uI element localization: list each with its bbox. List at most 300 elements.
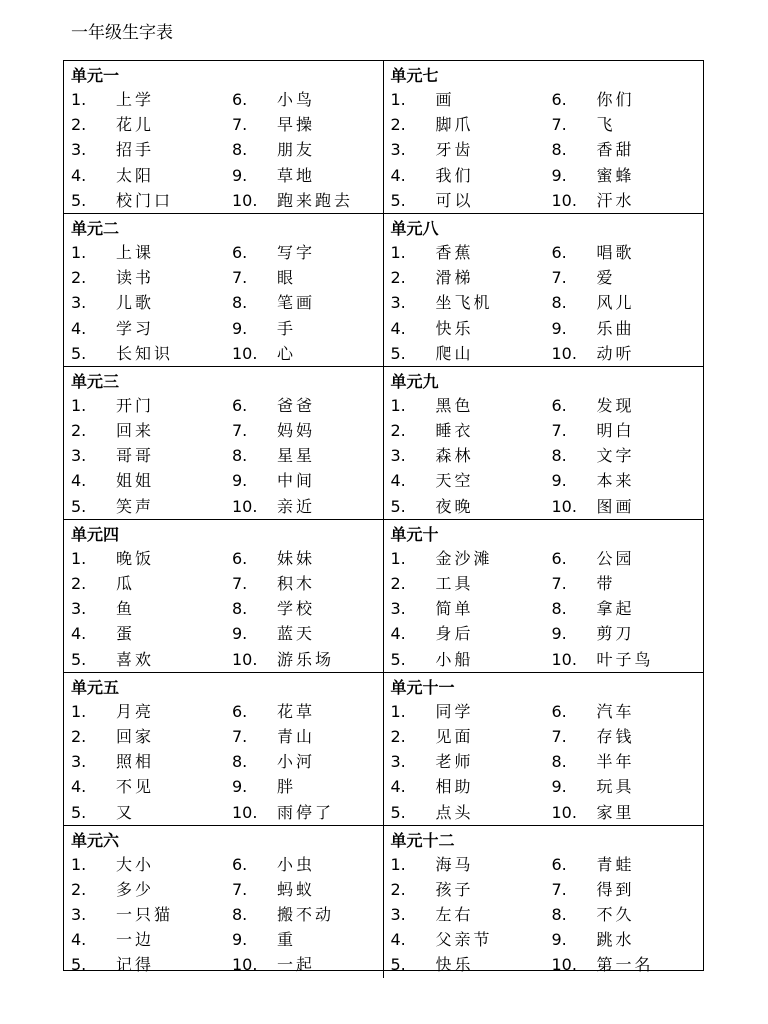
word-item — [391, 952, 552, 977]
word-item — [71, 596, 232, 621]
word-number: 4. — [71, 471, 87, 491]
word-number: 1. — [390, 242, 406, 262]
word-text: 重 — [277, 930, 297, 950]
word-number: 4. — [71, 165, 87, 185]
unit-title: 单元七 — [390, 66, 439, 85]
word-number: 9. — [551, 624, 567, 644]
word-number: 2. — [390, 726, 406, 746]
word-item — [232, 468, 382, 493]
word-text: 读书 — [116, 268, 155, 288]
word-text: 照相 — [116, 752, 155, 772]
word-text: 瓜 — [116, 574, 136, 593]
word-item — [232, 571, 382, 596]
word-item — [552, 188, 702, 213]
word-text: 校门口 — [116, 190, 174, 210]
word-item — [232, 393, 382, 418]
word-text: 第一名 — [596, 955, 654, 975]
word-text: 花草 — [277, 701, 316, 721]
word-item — [552, 621, 702, 646]
word-number: 5. — [390, 190, 406, 210]
word-number: 9. — [232, 318, 248, 338]
word-text: 见面 — [435, 726, 474, 746]
word-text: 上课 — [116, 242, 155, 262]
word-text: 喜欢 — [116, 649, 155, 669]
word-text: 亲近 — [277, 496, 316, 516]
unit-title: 单元十一 — [390, 677, 455, 697]
word-number: 3. — [390, 446, 406, 466]
word-number: 7. — [551, 115, 567, 135]
word-item — [552, 341, 702, 366]
word-text: 夜晚 — [435, 496, 474, 516]
word-number: 3. — [390, 293, 406, 313]
word-item — [232, 927, 382, 952]
unit-title: 单元二 — [71, 218, 120, 238]
unit-title: 单元八 — [390, 218, 439, 238]
word-text: 积木 — [277, 574, 316, 593]
word-item — [71, 468, 232, 493]
word-text: 哥哥 — [116, 446, 155, 466]
word-item — [552, 800, 702, 825]
word-text: 跳水 — [596, 930, 635, 950]
word-item — [391, 316, 552, 341]
word-number: 10. — [232, 649, 258, 669]
word-list — [71, 852, 383, 978]
word-text: 爸爸 — [277, 395, 316, 415]
word-number: 8. — [551, 140, 567, 160]
word-text: 唱歌 — [596, 242, 635, 262]
word-text: 蛋 — [116, 624, 136, 644]
unit-cell — [384, 366, 704, 519]
word-number: 1. — [390, 701, 406, 721]
word-text: 牙齿 — [435, 140, 474, 160]
word-text: 海马 — [435, 854, 474, 874]
word-number: 4. — [71, 318, 87, 338]
word-item — [552, 774, 702, 799]
word-number: 4. — [71, 777, 87, 797]
word-item — [71, 699, 232, 724]
word-item — [71, 546, 232, 571]
word-text: 存钱 — [596, 726, 635, 746]
word-number: 7. — [232, 268, 248, 288]
word-text: 点头 — [435, 802, 474, 822]
word-number: 7. — [551, 268, 567, 288]
word-item — [391, 774, 552, 799]
word-item — [552, 418, 702, 443]
word-text: 蚂蚁 — [277, 879, 316, 899]
word-item — [552, 137, 702, 162]
word-text: 搬不动 — [277, 905, 335, 925]
word-text: 老师 — [435, 752, 474, 772]
word-text: 爬山 — [435, 343, 474, 363]
unit-cell — [64, 213, 384, 366]
word-item — [71, 927, 232, 952]
word-item — [552, 699, 702, 724]
word-item — [552, 112, 702, 137]
word-list — [71, 393, 383, 519]
unit-cell — [384, 672, 704, 825]
word-item — [71, 902, 232, 927]
word-number: 4. — [390, 777, 406, 797]
word-text: 草地 — [277, 165, 316, 185]
word-item — [71, 952, 232, 977]
word-text: 大小 — [116, 854, 155, 874]
word-item — [71, 443, 232, 468]
word-text: 不久 — [596, 905, 635, 925]
unit-title: 单元六 — [71, 830, 120, 850]
word-number: 5. — [71, 649, 87, 669]
word-text: 青蛙 — [596, 854, 635, 874]
word-text: 妹妹 — [277, 548, 316, 568]
word-item — [232, 240, 382, 265]
word-text: 汽车 — [596, 701, 635, 721]
word-text: 带 — [596, 574, 616, 593]
word-text: 家里 — [596, 802, 635, 822]
word-item — [391, 341, 552, 366]
word-text: 太阳 — [116, 165, 155, 185]
word-item — [391, 163, 552, 188]
word-item — [71, 571, 232, 596]
word-item — [391, 927, 552, 952]
word-text: 雨停了 — [277, 802, 335, 822]
word-item — [71, 647, 232, 672]
word-number: 8. — [551, 752, 567, 772]
word-text: 金沙滩 — [435, 548, 493, 568]
word-item — [391, 188, 552, 213]
word-number: 10. — [551, 496, 577, 516]
word-item — [71, 240, 232, 265]
word-number: 3. — [71, 905, 87, 925]
word-item — [232, 774, 382, 799]
word-text: 星星 — [277, 446, 316, 466]
word-number: 2. — [390, 268, 406, 288]
word-text: 玩具 — [596, 777, 635, 797]
word-number: 8. — [551, 293, 567, 313]
word-item — [391, 468, 552, 493]
word-text: 简单 — [435, 599, 474, 619]
word-number: 4. — [390, 624, 406, 644]
word-list — [391, 852, 704, 978]
unit-title: 单元一 — [71, 66, 120, 85]
word-item — [71, 800, 232, 825]
unit-cell — [384, 61, 704, 213]
word-number: 2. — [390, 115, 406, 135]
word-table — [63, 60, 704, 975]
unit-cell — [64, 825, 384, 978]
word-text: 黑色 — [435, 395, 474, 415]
word-number: 8. — [232, 905, 248, 925]
word-text: 学习 — [116, 318, 155, 338]
word-number: 3. — [390, 752, 406, 772]
word-number: 8. — [232, 752, 248, 772]
word-number: 3. — [71, 140, 87, 160]
word-text: 眼 — [277, 268, 297, 288]
word-item — [71, 749, 232, 774]
word-number: 10. — [551, 955, 577, 975]
word-number: 1. — [71, 242, 87, 262]
word-number: 1. — [71, 854, 87, 874]
word-number: 7. — [232, 115, 248, 135]
word-text: 左右 — [435, 905, 474, 925]
word-text: 画 — [435, 90, 455, 109]
word-item — [232, 902, 382, 927]
word-number: 9. — [232, 930, 248, 950]
word-item — [391, 902, 552, 927]
unit-cell — [384, 519, 704, 672]
word-number: 5. — [71, 190, 87, 210]
word-text: 写字 — [277, 242, 316, 262]
word-number: 8. — [551, 905, 567, 925]
page-title: 一年级生字表 — [71, 23, 173, 43]
word-text: 风儿 — [596, 293, 635, 313]
unit-cell — [384, 213, 704, 366]
word-number: 10. — [551, 190, 577, 210]
word-number: 1. — [390, 548, 406, 568]
word-number: 5. — [390, 802, 406, 822]
word-item — [71, 393, 232, 418]
word-item — [552, 468, 702, 493]
word-number: 7. — [551, 574, 567, 593]
word-list — [391, 546, 704, 672]
word-item — [552, 265, 702, 290]
unit-title: 单元五 — [71, 677, 120, 697]
word-item — [552, 290, 702, 315]
word-text: 开门 — [116, 395, 155, 415]
word-item — [552, 546, 702, 571]
word-number: 1. — [71, 395, 87, 415]
word-text: 不见 — [116, 777, 155, 797]
word-item — [552, 902, 702, 927]
word-item — [391, 621, 552, 646]
word-number: 10. — [232, 190, 258, 210]
word-number: 1. — [390, 90, 406, 109]
word-number: 6. — [232, 395, 248, 415]
word-text: 回家 — [116, 726, 155, 746]
word-number: 10. — [551, 343, 577, 363]
word-item — [71, 137, 232, 162]
word-text: 香甜 — [596, 140, 635, 160]
word-item — [232, 316, 382, 341]
word-number: 6. — [232, 701, 248, 721]
word-text: 花儿 — [116, 115, 155, 135]
word-number: 2. — [390, 574, 406, 593]
word-text: 心 — [277, 343, 297, 363]
word-number: 10. — [232, 955, 258, 975]
word-number: 6. — [551, 854, 567, 874]
word-number: 9. — [551, 471, 567, 491]
word-item — [552, 571, 702, 596]
word-item — [232, 699, 382, 724]
word-number: 7. — [551, 421, 567, 441]
word-number: 6. — [232, 90, 248, 109]
word-number: 5. — [390, 955, 406, 975]
word-item — [71, 87, 232, 112]
word-number: 5. — [71, 343, 87, 363]
word-text: 学校 — [277, 599, 316, 619]
word-text: 半年 — [596, 752, 635, 772]
word-number: 7. — [232, 421, 248, 441]
word-number: 6. — [551, 90, 567, 109]
word-text: 一起 — [277, 955, 316, 975]
word-text: 爱 — [596, 268, 616, 288]
word-item — [232, 546, 382, 571]
word-text: 妈妈 — [277, 421, 316, 441]
word-text: 飞 — [596, 115, 616, 135]
word-item — [232, 852, 382, 877]
word-text: 小船 — [435, 649, 474, 669]
word-text: 汗水 — [596, 190, 635, 210]
word-list — [391, 87, 704, 213]
word-number: 6. — [551, 548, 567, 568]
word-item — [71, 852, 232, 877]
word-item — [391, 290, 552, 315]
word-item — [232, 952, 382, 977]
word-item — [71, 877, 232, 902]
word-text: 你们 — [596, 90, 635, 109]
word-number: 9. — [232, 165, 248, 185]
word-item — [232, 290, 382, 315]
word-item — [391, 699, 552, 724]
word-text: 青山 — [277, 726, 316, 746]
word-text: 蓝天 — [277, 624, 316, 644]
word-item — [552, 494, 702, 519]
unit-title: 单元十二 — [390, 830, 455, 850]
word-text: 月亮 — [116, 701, 155, 721]
word-text: 一边 — [116, 930, 155, 950]
word-item — [391, 443, 552, 468]
word-number: 1. — [390, 854, 406, 874]
word-list — [71, 87, 383, 213]
word-number: 1. — [71, 90, 87, 109]
word-number: 10. — [232, 343, 258, 363]
word-text: 鱼 — [116, 599, 136, 619]
word-number: 4. — [390, 930, 406, 950]
word-item — [391, 393, 552, 418]
word-item — [391, 87, 552, 112]
unit-cell — [64, 366, 384, 519]
word-item — [391, 112, 552, 137]
word-item — [391, 647, 552, 672]
word-number: 5. — [390, 496, 406, 516]
word-number: 2. — [71, 268, 87, 288]
word-item — [552, 87, 702, 112]
word-text: 蜜蜂 — [596, 165, 635, 185]
word-item — [71, 621, 232, 646]
word-text: 父亲节 — [435, 930, 493, 950]
word-item — [552, 877, 702, 902]
word-number: 10. — [232, 496, 258, 516]
unit-title: 单元四 — [71, 524, 120, 544]
word-number: 3. — [71, 293, 87, 313]
word-text: 森林 — [435, 446, 474, 466]
word-item — [391, 877, 552, 902]
word-item — [232, 749, 382, 774]
word-item — [391, 800, 552, 825]
word-text: 发现 — [596, 395, 635, 415]
word-number: 9. — [232, 471, 248, 491]
word-item — [71, 316, 232, 341]
word-number: 3. — [390, 140, 406, 160]
word-text: 图画 — [596, 496, 635, 516]
word-text: 笑声 — [116, 496, 155, 516]
word-item — [232, 112, 382, 137]
word-number: 5. — [390, 649, 406, 669]
word-item — [391, 749, 552, 774]
word-text: 又 — [116, 802, 136, 822]
word-text: 早操 — [277, 115, 316, 135]
word-item — [232, 163, 382, 188]
word-text: 笔画 — [277, 293, 316, 313]
word-text: 回来 — [116, 421, 155, 441]
word-text: 招手 — [116, 140, 155, 160]
word-item — [232, 418, 382, 443]
word-item — [71, 724, 232, 749]
word-item — [391, 137, 552, 162]
word-item — [232, 443, 382, 468]
word-number: 2. — [390, 879, 406, 899]
word-list — [391, 240, 704, 366]
word-number: 6. — [551, 242, 567, 262]
word-item — [71, 163, 232, 188]
word-number: 7. — [232, 574, 248, 593]
word-number: 7. — [232, 726, 248, 746]
word-text: 孩子 — [435, 879, 474, 899]
word-number: 7. — [232, 879, 248, 899]
word-number: 3. — [390, 905, 406, 925]
word-item — [71, 418, 232, 443]
word-number: 5. — [71, 802, 87, 822]
word-number: 5. — [71, 955, 87, 975]
word-number: 2. — [71, 879, 87, 899]
word-text: 本来 — [596, 471, 635, 491]
unit-title: 单元十 — [390, 524, 439, 544]
word-number: 9. — [551, 930, 567, 950]
word-number: 4. — [390, 318, 406, 338]
word-text: 滑梯 — [435, 268, 474, 288]
word-text: 中间 — [277, 471, 316, 491]
word-number: 5. — [390, 343, 406, 363]
word-number: 6. — [232, 242, 248, 262]
word-text: 上学 — [116, 90, 155, 109]
word-item — [71, 341, 232, 366]
word-item — [552, 927, 702, 952]
word-list — [71, 699, 383, 825]
word-text: 我们 — [435, 165, 474, 185]
word-text: 快乐 — [435, 318, 474, 338]
word-item — [552, 596, 702, 621]
word-list — [391, 393, 704, 519]
word-text: 得到 — [596, 879, 635, 899]
word-text: 脚爪 — [435, 115, 474, 135]
word-item — [552, 443, 702, 468]
word-list — [71, 240, 383, 366]
word-number: 4. — [390, 471, 406, 491]
word-item — [71, 265, 232, 290]
word-text: 明白 — [596, 421, 635, 441]
word-item — [232, 596, 382, 621]
word-number: 6. — [232, 548, 248, 568]
word-number: 6. — [551, 701, 567, 721]
word-number: 10. — [232, 802, 258, 822]
word-number: 6. — [551, 395, 567, 415]
word-item — [391, 240, 552, 265]
word-number: 8. — [232, 446, 248, 466]
word-list — [391, 699, 704, 825]
word-text: 剪刀 — [596, 624, 635, 644]
word-item — [232, 877, 382, 902]
word-text: 拿起 — [596, 599, 635, 619]
word-item — [232, 647, 382, 672]
word-number: 10. — [551, 802, 577, 822]
